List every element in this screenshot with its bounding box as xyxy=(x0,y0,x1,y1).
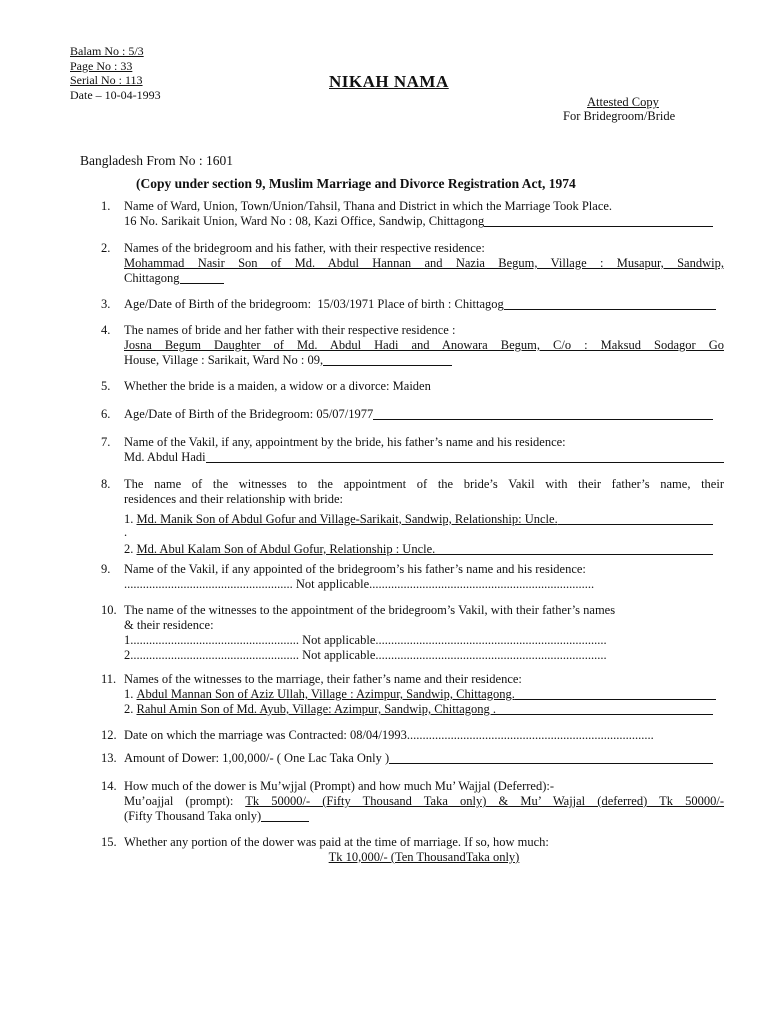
item-number: 3. xyxy=(101,297,111,311)
item-answer-line1: Tk 50000/- (Fifty Thousand Taka only) & Mu’ Wajjal (deferred) Tk 50000/- xyxy=(245,794,725,808)
item-question: Age/Date of Birth of the bridegroom: xyxy=(124,297,312,311)
item-answer: Md. Abdul Hadi xyxy=(124,450,206,464)
item-number: 5. xyxy=(101,379,111,393)
witness-number: 2. xyxy=(124,542,134,556)
item-answer: 1,00,000/- ( One Lac Taka Only ) xyxy=(222,751,390,765)
header-block xyxy=(70,44,161,102)
item-question-line2: residences and their relationship with bride: xyxy=(124,492,344,506)
attested-copy: Attested Copy xyxy=(587,95,659,109)
item-question: Whether any portion of the dower was paid at the time of marriage. If so, how much: xyxy=(124,835,549,849)
item-6 xyxy=(101,407,724,422)
serial-number: Serial No : 113 xyxy=(70,73,143,87)
row-dots: .......................................................................... xyxy=(375,633,607,647)
witness-mark: . xyxy=(124,525,128,539)
witness-number: 1. xyxy=(124,512,134,526)
item-answer: 15/03/1971 Place of birth : Chittagog xyxy=(317,297,504,311)
item-number: 7. xyxy=(101,435,111,449)
item-number: 9. xyxy=(101,562,111,576)
item-question: Date on which the marriage was Contracted: 08/04/1993 xyxy=(124,728,407,742)
item-12 xyxy=(101,728,724,743)
item-number: 4. xyxy=(101,323,111,337)
witness-2: Md. Abul Kalam Son of Abdul Gofur, Relationship : Uncle. xyxy=(136,542,436,556)
item-question: Name of the Vakil, if any, appointment by the bride, his father’s name and his residence: xyxy=(124,435,566,449)
item-answer-line2: (Fifty Thousand Taka only) xyxy=(124,809,262,823)
item-11 xyxy=(101,672,724,717)
item-question: Amount of Dower: xyxy=(124,751,220,765)
item-question: Whether the bride is a maiden, a widow or a divorce: Maiden xyxy=(124,379,431,393)
item-label: Mu’oajjal (prompt): xyxy=(124,794,234,808)
document-subtitle: (Copy under section 9, Muslim Marriage and Divorce Registration Act, 1974 xyxy=(136,176,576,191)
item-dots: ............................................................................... xyxy=(406,728,654,742)
item-question: The names of bride and her father with their respective residence : xyxy=(124,323,456,337)
item-number: 15. xyxy=(101,835,117,849)
item-answer: 05/07/1977 xyxy=(316,407,374,421)
item-answer-line2: House, Village : Sarikait, Ward No : 09, xyxy=(124,353,324,367)
item-answer-line2: Chittagong xyxy=(124,271,180,285)
item-number: 13. xyxy=(101,751,117,765)
item-3 xyxy=(101,297,724,312)
item-1 xyxy=(101,199,724,229)
item-question: How much of the dower is Mu’wjjal (Prompt) and how much Mu’ Wajjal (Deferred):- xyxy=(124,779,555,793)
item-question-line1: The name of the witnesses to the appointment of the bride’s Vakil with their father’s name, their xyxy=(124,477,724,491)
header-date: Date – 10-04-1993 xyxy=(70,87,161,102)
item-number: 8. xyxy=(101,477,111,491)
item-answer: Not applicable xyxy=(295,577,370,591)
item-number: 2. xyxy=(101,241,111,255)
witness-2: Rahul Amin Son of Md. Ayub, Village: Azimpur, Sandwip, Chittagong . xyxy=(136,702,497,716)
item-question-line1: The name of the witnesses to the appointment of the bridegroom’s Vakil, with their father’s names xyxy=(124,603,616,617)
balam-number: Balam No : 5/3 xyxy=(70,44,144,58)
item-question: Names of the bridegroom and his father, with their respective residence: xyxy=(124,241,485,255)
item-14 xyxy=(101,779,724,824)
item-number: 14. xyxy=(101,779,117,793)
dots-left: ...................................................... xyxy=(124,577,293,591)
item-number: 1. xyxy=(101,199,111,213)
item-2 xyxy=(101,241,724,286)
witness-number: 2. xyxy=(124,702,134,716)
item-number: 6. xyxy=(101,407,111,421)
item-15 xyxy=(101,835,724,865)
item-question: Name of the Vakil, if any appointed of the bridegroom’s his father’s name and his residence: xyxy=(124,562,586,576)
item-question: Name of Ward, Union, Town/Union/Tahsil, Thana and District in which the Marriage Took Place. xyxy=(124,199,613,213)
item-13 xyxy=(101,751,724,766)
witness-number: 1. xyxy=(124,687,134,701)
row-answer: Not applicable xyxy=(302,648,376,662)
row-lead: 1...................................................... xyxy=(124,633,299,647)
item-question: Names of the witnesses to the marriage, their father’s name and their residence: xyxy=(124,672,522,686)
attested-for: For Bridegroom/Bride xyxy=(563,109,676,123)
form-number: Bangladesh From No : 1601 xyxy=(80,153,233,168)
item-answer: 16 No. Sarikait Union, Ward No : 08, Kazi Office, Sandwip, Chittagong xyxy=(124,214,485,228)
row-lead: 2...................................................... xyxy=(124,648,299,662)
row-dots: .......................................................................... xyxy=(375,648,607,662)
item-number: 12. xyxy=(101,728,117,742)
item-answer-line1: Mohammad Nasir Son of Md. Abdul Hannan and Nazia Begum, Village : Musapur, Sandwip, xyxy=(124,256,724,270)
item-4 xyxy=(101,323,724,368)
item-8 xyxy=(101,477,724,557)
item-7 xyxy=(101,435,724,465)
item-question-line2: & their residence: xyxy=(124,618,214,632)
item-answer: Tk 10,000/- (Ten ThousandTaka only) xyxy=(328,850,520,864)
item-5 xyxy=(101,379,724,394)
item-10 xyxy=(101,603,724,663)
item-answer-line1: Josna Begum Daughter of Md. Abdul Hadi and Anowara Begum, C/o : Maksud Sodagor Go xyxy=(124,338,724,352)
dots-right: ........................................................................ xyxy=(369,577,595,591)
item-9 xyxy=(101,562,724,592)
page-number: Page No : 33 xyxy=(70,58,133,73)
page-title: NIKAH NAMA xyxy=(329,72,449,91)
witness-1: Md. Manik Son of Abdul Gofur and Village-Sarikait, Sandwip, Relationship: Uncle. xyxy=(136,512,558,526)
witness-1: Abdul Mannan Son of Aziz Ullah, Village : Azimpur, Sandwip, Chittagong. xyxy=(136,687,515,701)
item-question: Age/Date of Birth of the Bridegroom: xyxy=(124,407,314,421)
item-number: 10. xyxy=(101,603,117,617)
row-answer: Not applicable xyxy=(302,633,376,647)
item-number: 11. xyxy=(101,672,117,686)
